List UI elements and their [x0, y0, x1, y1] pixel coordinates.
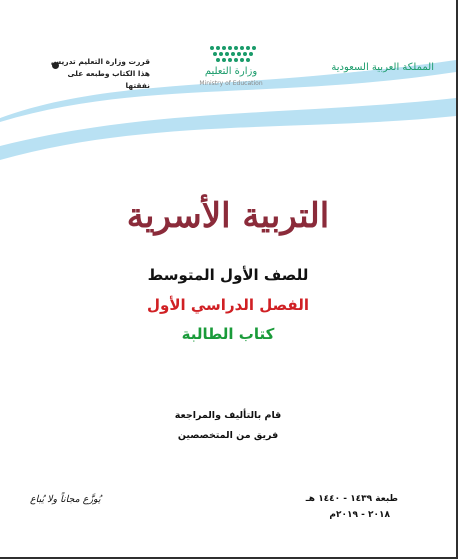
edition-hijri: طبعة ١٤٣٩ - ١٤٤٠ هـ: [305, 494, 398, 504]
grade-subtitle: للصف الأول المتوسط: [147, 266, 309, 284]
credits-line-2: فريق من المتخصصين: [177, 430, 279, 441]
book-title: التربية الأسرية: [126, 196, 330, 236]
ministry-name-en: Ministry of Education: [199, 80, 263, 87]
approval-line-1: قررت وزارة التعليم تدريس: [50, 57, 150, 66]
book-type-label: كتاب الطالبة: [181, 325, 275, 343]
approval-note: [44, 56, 150, 92]
edition-gregorian: ٢٠١٨ - ٢٠١٩م: [329, 510, 390, 520]
kingdom-label: المملكة العربية السعودية: [331, 62, 434, 73]
ministry-name-ar: وزارة التعليم: [204, 66, 258, 77]
approval-line-2: هذا الكتاب وطبعه على نفقتها: [67, 69, 150, 90]
free-distribution-notice: يُوزَّع مجاناً ولا يُباع: [30, 494, 101, 505]
semester-label: الفصل الدراسي الأول: [147, 296, 309, 314]
header-wave: [0, 0, 456, 200]
credits-line-1: قام بالتأليف والمراجعة: [174, 410, 282, 421]
